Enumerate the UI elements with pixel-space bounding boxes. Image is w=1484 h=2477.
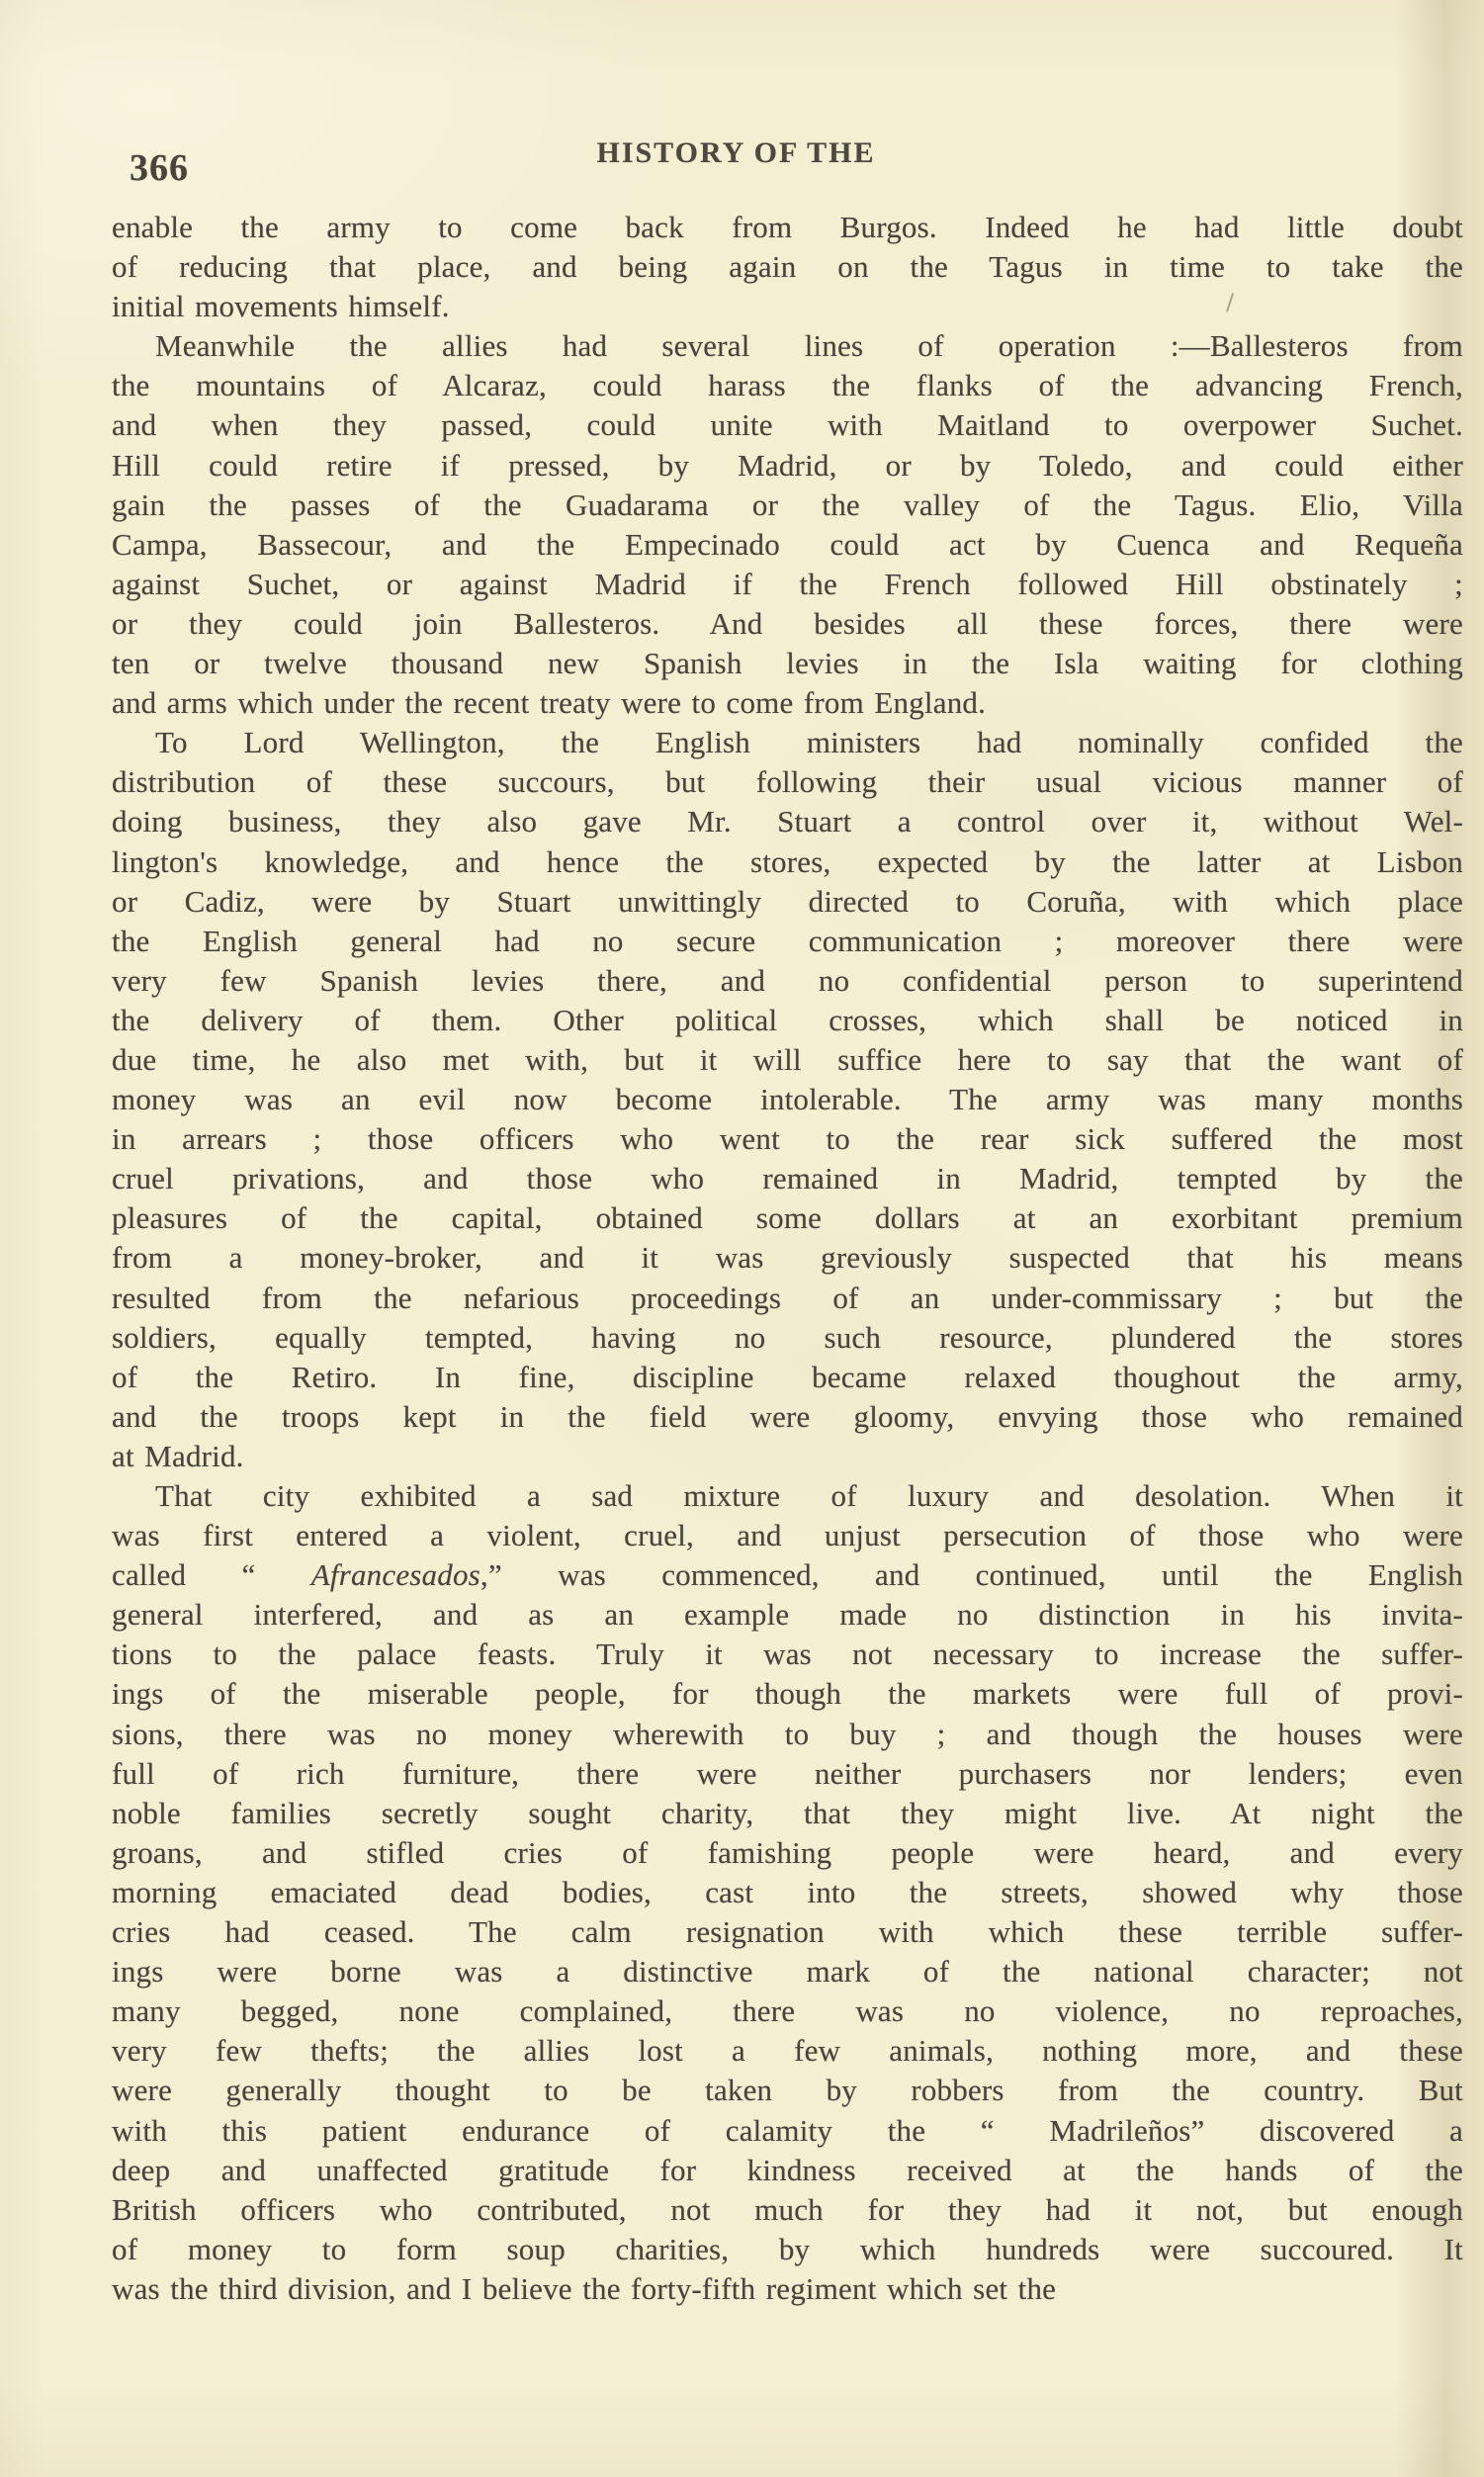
text-line: full of rich furniture, there were neither purchasers nor lenders; even <box>112 1755 1463 1791</box>
text-line: or they could join Ballesteros. And besides all these forces, there were <box>112 605 1463 641</box>
page-body <box>112 208 1463 2309</box>
text-line: very few Spanish levies there, and no confidential person to superintend <box>112 962 1463 998</box>
text-line: in arrears ; those officers who went to the rear sick suffered the most <box>112 1121 1463 1157</box>
text-line: ings were borne was a distinctive mark of the national character; not <box>112 1954 1463 1990</box>
text-line: general interfered, and as an example made no distinction in his invita- <box>112 1597 1463 1633</box>
text-line: of the Retiro. In fine, discipline became relaxed thoughout the army, <box>112 1359 1463 1394</box>
text-line: Hill could retire if pressed, by Madrid, or by Toledo, and could either <box>112 447 1463 483</box>
text-line: and when they passed, could unite with Maitland to overpower Suchet. <box>112 407 1463 443</box>
text-line: with this patient endurance of calamity the “ Madrileños” discovered a <box>112 2112 1463 2148</box>
text-line: deep and unaffected gratitude for kindness received at the hands of the <box>112 2152 1463 2187</box>
text-line: pleasures of the capital, obtained some dollars at an exorbitant premium <box>112 1200 1463 1236</box>
text-line: called “ Afrancesados,” was commenced, and continued, until the English <box>112 1557 1463 1593</box>
text-line: many begged, none complained, there was no violence, no reproaches, <box>112 1993 1463 2029</box>
text-line: of reducing that place, and being again on the Tagus in time to take the <box>112 249 1463 285</box>
text-line: the delivery of them. Other political crosses, which shall be noticed in <box>112 1002 1463 1037</box>
text-line: That city exhibited a sad mixture of luxury and desolation. When it <box>155 1478 1463 1513</box>
text-line: Meanwhile the allies had several lines of operation :—Ballesteros from <box>155 328 1463 364</box>
text-line: To Lord Wellington, the English ministers had nominally confided the <box>155 725 1463 760</box>
text-line: ings of the miserable people, for though the markets were full of provi- <box>112 1676 1463 1712</box>
text-line: and the troops kept in the field were gloomy, envying those who remained <box>112 1398 1463 1434</box>
text-line: cries had ceased. The calm resignation with which these terrible suffer- <box>112 1914 1463 1950</box>
text-line: initial movements himself. <box>112 289 450 324</box>
text-line: at Madrid. <box>112 1438 244 1473</box>
text-line: the mountains of Alcaraz, could harass the flanks of the advancing French, <box>112 368 1463 403</box>
text-line: of money to form soup charities, by which hundreds were succoured. It <box>112 2231 1463 2266</box>
text-line: were generally thought to be taken by robbers from the country. But <box>112 2073 1463 2108</box>
text-line: from a money-broker, and it was greviously suspected that his means <box>112 1240 1463 1276</box>
page-number: 366 <box>130 147 189 189</box>
text-line: tions to the palace feasts. Truly it was not necessary to increase the suffer- <box>112 1637 1463 1672</box>
text-line: and arms which under the recent treaty were to come from England. <box>112 685 987 721</box>
text-line: British officers who contributed, not much for they had it not, but enough <box>112 2191 1463 2227</box>
text-line: groans, and stifled cries of famishing people were heard, and every <box>112 1834 1463 1870</box>
text-line: money was an evil now become intolerable. The army was many months <box>112 1082 1463 1117</box>
text-line: the English general had no secure communication ; moreover there were <box>112 923 1463 958</box>
text-line: soldiers, equally tempted, having no such resource, plundered the stores <box>112 1319 1463 1355</box>
text-line: against Suchet, or against Madrid if the French followed Hill obstinately ; <box>112 566 1463 601</box>
text-line: very few thefts; the allies lost a few animals, nothing more, and these <box>112 2033 1463 2069</box>
text-line: was the third division, and I believe the forty-fifth regiment which set the <box>112 2270 1057 2306</box>
text-line: Campa, Bassecour, and the Empecinado could act by Cuenca and Requeña <box>112 526 1463 562</box>
text-line: morning emaciated dead bodies, cast into the streets, showed why those <box>112 1874 1463 1909</box>
text-line: sions, there was no money wherewith to buy ; and though the houses were <box>112 1716 1463 1751</box>
running-header-title: HISTORY OF THE <box>596 136 876 169</box>
text-line: resulted from the nefarious proceedings of an under-commissary ; but the <box>112 1280 1463 1315</box>
text-line: ten or twelve thousand new Spanish levies in the Isla waiting for clothing <box>112 646 1463 681</box>
text-line: enable the army to come back from Burgos. Indeed he had little doubt <box>112 210 1463 244</box>
text-line: distribution of these succours, but following their usual vicious manner of <box>112 764 1463 800</box>
text-line: cruel privations, and those who remained in Madrid, tempted by the <box>112 1161 1463 1196</box>
text-line: gain the passes of the Guadarama or the valley of the Tagus. Elio, Villa <box>112 487 1463 522</box>
text-line: due time, he also met with, but it will suffice here to say that the want of <box>112 1041 1463 1077</box>
text-line: noble families secretly sought charity, that they might live. At night the <box>112 1795 1463 1830</box>
running-header <box>112 134 1463 194</box>
text-line: or Cadiz, were by Stuart unwittingly directed to Coruña, with which place <box>112 883 1463 919</box>
text-line: was first entered a violent, cruel, and unjust persecution of those who were <box>112 1518 1463 1553</box>
text-line: doing business, they also gave Mr. Stuart a control over it, without Wel- <box>112 804 1463 840</box>
text-line: lington's knowledge, and hence the stores, expected by the latter at Lisbon <box>112 843 1463 879</box>
